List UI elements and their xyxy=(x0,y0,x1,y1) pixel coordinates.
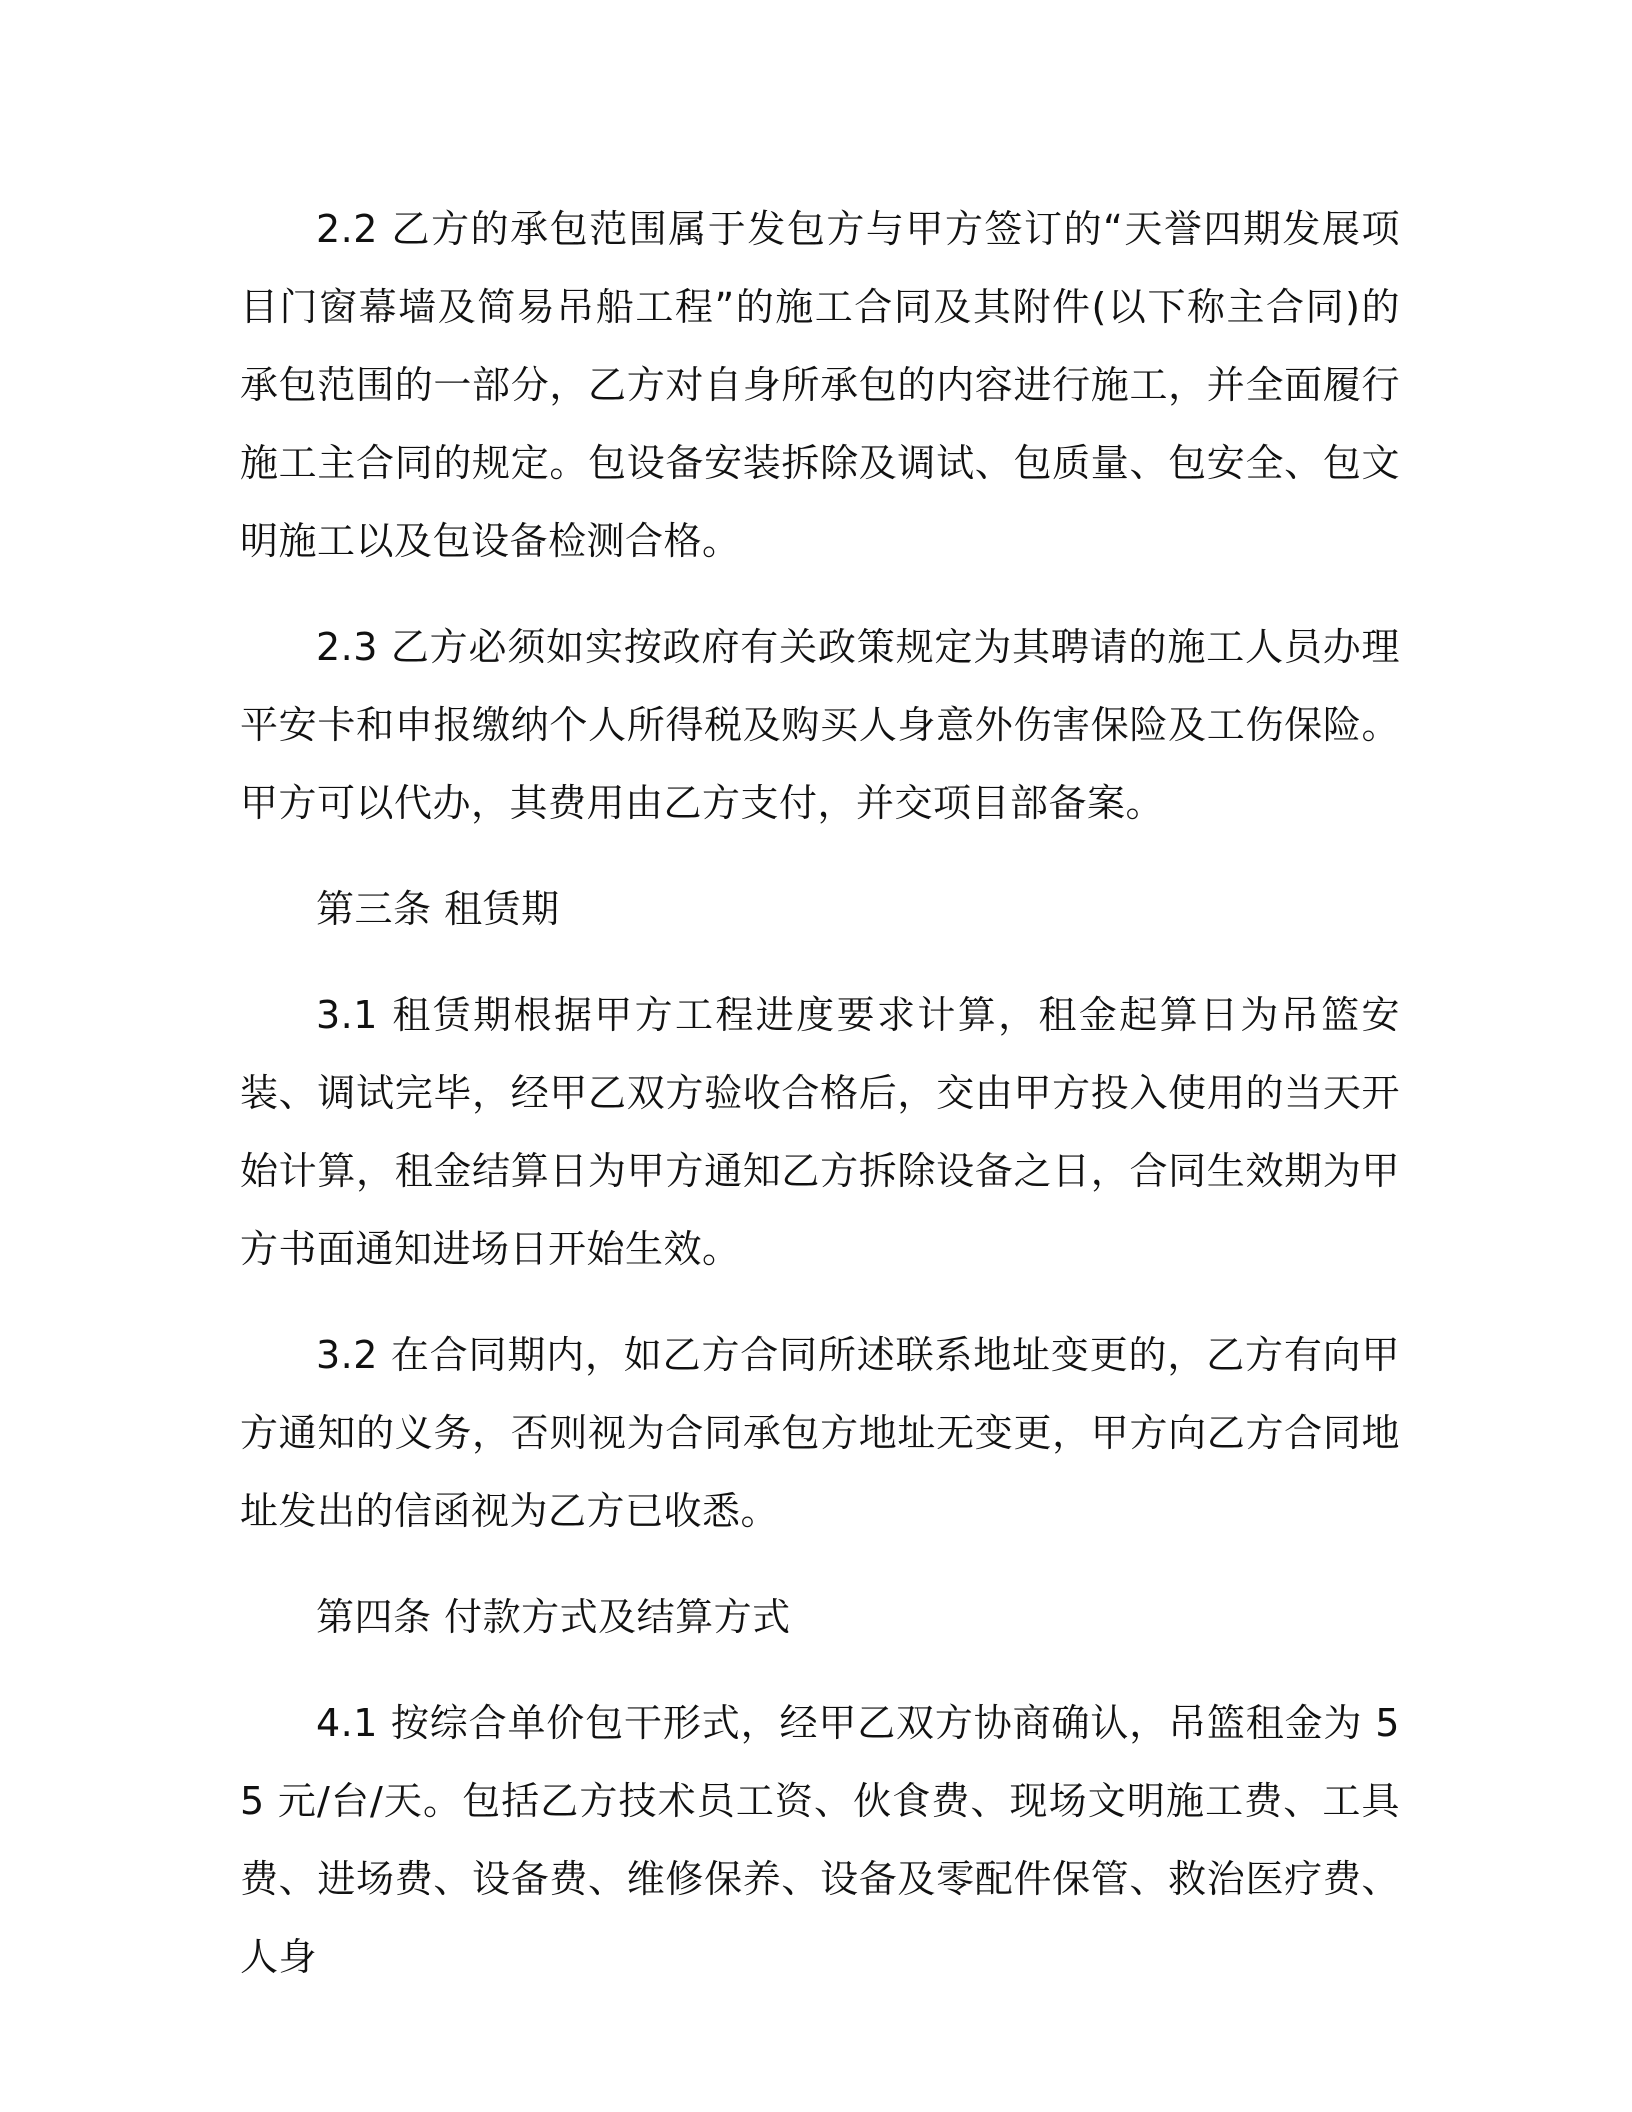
clause-2-3-paragraph: 2.3 乙方必须如实按政府有关政策规定为其聘请的施工人员办理平安卡和申报缴纳个人所得税及购买人身意外伤害保险及工伤保险。甲方可以代办，其费用由乙方支付，并交项目部备案。 xyxy=(240,625,1400,825)
article-3-heading: 第三条 租赁期 xyxy=(316,887,560,931)
document-body xyxy=(240,190,1400,2024)
clause-3-1-paragraph: 3.1 租赁期根据甲方工程进度要求计算，租金起算日为吊篮安装、调试完毕，经甲乙双方验收合格后，交由甲方投入使用的当天开始计算，租金结算日为甲方通知乙方拆除设备之日，合同生效期为甲方书面通知进场日开始生效。 xyxy=(240,993,1400,1271)
article-4-heading: 第四条 付款方式及结算方式 xyxy=(316,1595,791,1639)
clause-2-2-paragraph: 2.2 乙方的承包范围属于发包方与甲方签订的“天誉四期发展项目门窗幕墙及简易吊船工程”的施工合同及其附件(以下称主合同)的承包范围的一部分，乙方对自身所承包的内容进行施工，并全面履行施工主合同的规定。包设备安装拆除及调试、包质量、包安全、包文明施工以及包设备检测合格。 xyxy=(240,207,1400,563)
clause-4-1-paragraph: 4.1 按综合单价包干形式，经甲乙双方协商确认，吊篮租金为 55 元/台/天。包括乙方技术员工资、伙食费、现场文明施工费、工具费、进场费、设备费、维修保养、设备及零配件保管、救治医疗费、人身 xyxy=(240,1701,1400,1979)
clause-3-2-paragraph: 3.2 在合同期内，如乙方合同所述联系地址变更的，乙方有向甲方通知的义务，否则视为合同承包方地址无变更，甲方向乙方合同地址发出的信函视为乙方已收悉。 xyxy=(240,1333,1400,1533)
